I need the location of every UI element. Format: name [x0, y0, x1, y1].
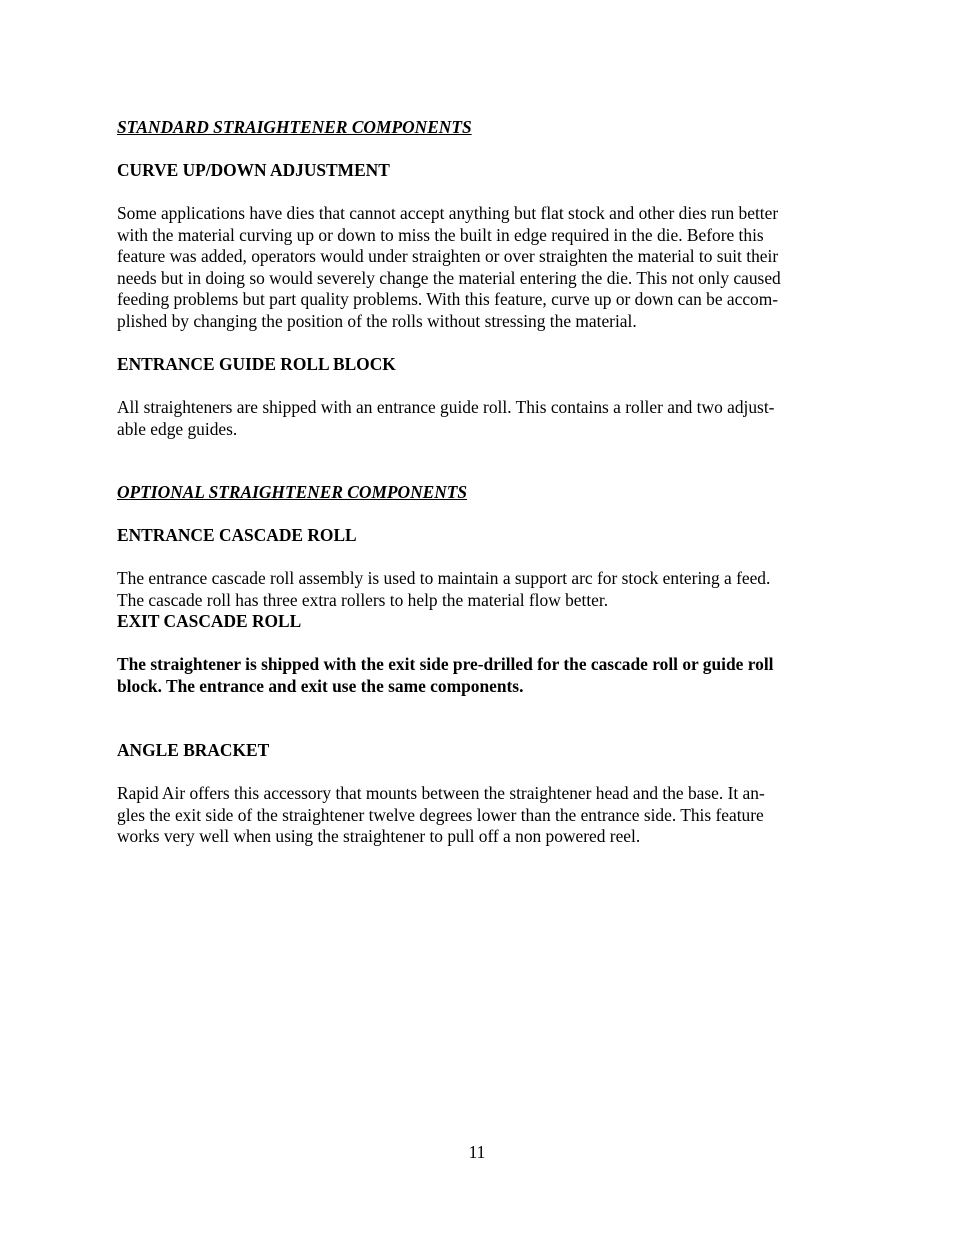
- paragraph-line: Some applications have dies that cannot accept anything but flat stock and other dies run better: [117, 203, 779, 223]
- angle-bracket-paragraph: [117, 783, 842, 848]
- paragraph-line: with the material curving up or down to miss the built in edge required in the die. Before this: [117, 224, 764, 245]
- paragraph-line: plished by changing the position of the rolls without stressing the material.: [117, 310, 637, 331]
- paragraph-line: The straightener is shipped with the exit side pre-drilled for the cascade roll or guide roll: [117, 654, 774, 674]
- entrance-guide-heading: ENTRANCE GUIDE ROLL BLOCK: [117, 354, 396, 374]
- entrance-cascade-paragraph: [117, 568, 842, 611]
- entrance-cascade-heading: ENTRANCE CASCADE ROLL: [117, 525, 357, 545]
- paragraph-line: Rapid Air offers this accessory that mounts between the straightener head and the base. It an-: [117, 783, 765, 803]
- paragraph-line: block. The entrance and exit use the same components.: [117, 675, 524, 696]
- angle-bracket-heading: ANGLE BRACKET: [117, 740, 270, 760]
- exit-cascade-paragraph: [117, 654, 842, 697]
- paragraph-line: works very well when using the straightener to pull off a non powered reel.: [117, 826, 641, 846]
- paragraph-line: feeding problems but part quality problems. With this feature, curve up or down can be accom-: [117, 289, 779, 309]
- page-number: 11: [468, 1142, 486, 1162]
- paragraph-line: The entrance cascade roll assembly is used to maintain a support arc for stock entering a feed.: [117, 568, 771, 588]
- paragraph-line: needs but in doing so would severely change the material entering the die. This not only caused: [117, 267, 781, 288]
- paragraph-line: feature was added, operators would under straighten or over straighten the material to suit their: [117, 246, 779, 266]
- paragraph-line: able edge guides.: [117, 418, 238, 439]
- entrance-guide-paragraph: [117, 397, 842, 440]
- optional-components-title: OPTIONAL STRAIGHTENER COMPONENTS: [117, 482, 468, 502]
- paragraph-line: gles the exit side of the straightener twelve degrees lower than the entrance side. This feature: [117, 804, 764, 825]
- curve-adjustment-paragraph: [117, 203, 842, 332]
- paragraph-line: All straighteners are shipped with an entrance guide roll. This contains a roller and two adjust-: [117, 397, 775, 417]
- exit-cascade-heading: EXIT CASCADE ROLL: [117, 611, 302, 631]
- curve-adjustment-heading: CURVE UP/DOWN ADJUSTMENT: [117, 160, 390, 180]
- standard-components-title: STANDARD STRAIGHTENER COMPONENTS: [117, 117, 472, 137]
- paragraph-line: The cascade roll has three extra rollers to help the material flow better.: [117, 589, 609, 610]
